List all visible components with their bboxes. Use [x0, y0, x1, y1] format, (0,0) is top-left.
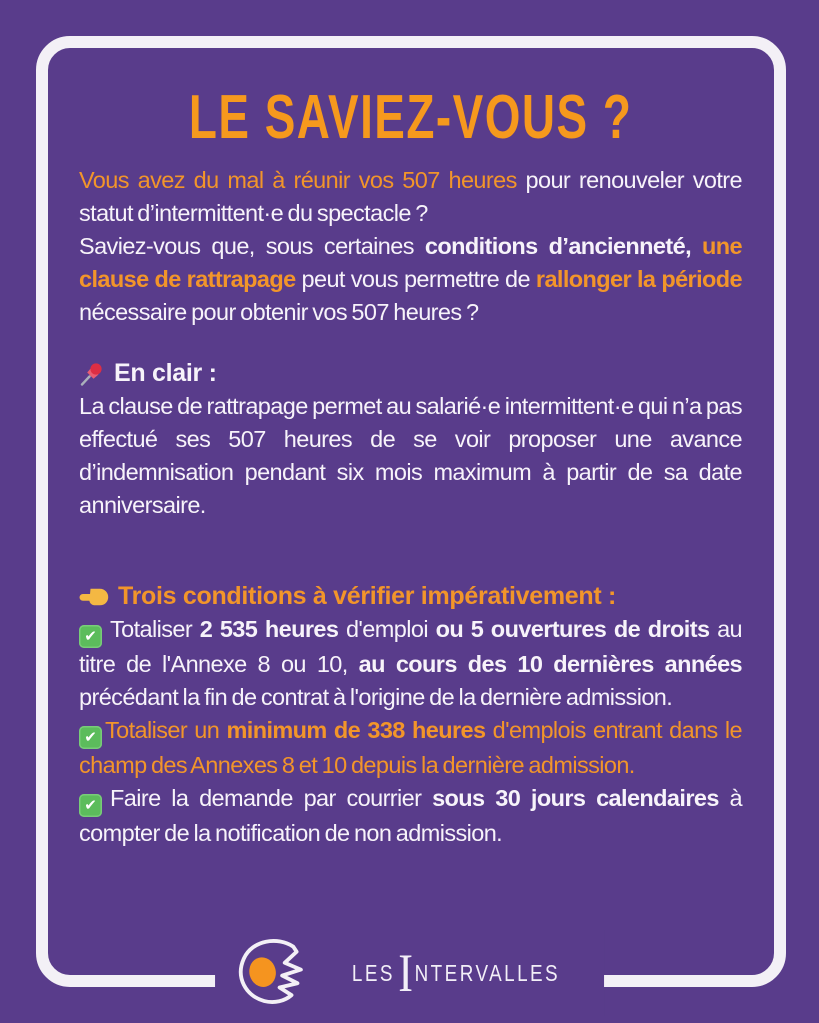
green-check-icon: ✔: [79, 794, 102, 817]
en-clair-heading-label: En clair :: [114, 359, 217, 387]
intro-highlight-507-heures: Vous avez du mal à réunir vos 507 heures: [79, 167, 517, 193]
pointing-finger-left-icon: [79, 586, 109, 608]
conditions-heading-label: Trois conditions à vérifier impérativement :: [118, 582, 617, 610]
intro-paragraph-2: Saviez-vous que, sous certaines conditions d’ancienneté, une clause de rattrapage peut vous permettre de rallonger la période nécessaire pour obtenir vos 507 heures ?: [79, 233, 742, 325]
en-clair-body: La clause de rattrapage permet au salarié·e intermittent·e qui n’a pas effectué ses 507 heures de se voir proposer une avance d’indemnisation pendant six mois maximum à partir de sa date anniversaire.: [79, 393, 742, 518]
intro-paragraph-1: Vous avez du mal à réunir vos 507 heures pour renouveler votre statut d’intermittent·e du spectacle ?: [79, 167, 742, 226]
brand-name: LES I NTERVALLES: [351, 943, 560, 1003]
conditions-heading: [79, 580, 742, 613]
condition-item-3: ✔ Faire la demande par courrier sous 30 jours calendaires à compter de la notification de non admission.: [79, 785, 743, 846]
pushpin-icon: [79, 361, 105, 387]
brand-logo: [215, 930, 605, 1016]
condition-item-1: ✔ Totaliser 2 535 heures d'emploi ou 5 ouvertures de droits au titre de l'Annexe 8 ou 10, au cours des 10 dernières années précédant la fin de contrat à l'origine de la dernière admission.: [79, 616, 743, 710]
comet-circle-icon: [237, 938, 317, 1008]
en-clair-heading: [79, 357, 742, 390]
brand-big-i: I: [397, 943, 413, 1003]
condition-item-2: ✔ Totaliser un minimum de 338 heures d'emplois entrant dans le champ des Annexes 8 et 10 depuis la dernière admission.: [79, 717, 743, 778]
green-check-icon: ✔: [79, 726, 102, 749]
page-title: LE SAVIEZ-VOUS ?: [188, 83, 633, 152]
highlight-clause-de-rattrapage: une clause de rattrapage: [79, 233, 742, 292]
green-check-icon: ✔: [79, 625, 102, 648]
poster-content: [79, 0, 742, 850]
